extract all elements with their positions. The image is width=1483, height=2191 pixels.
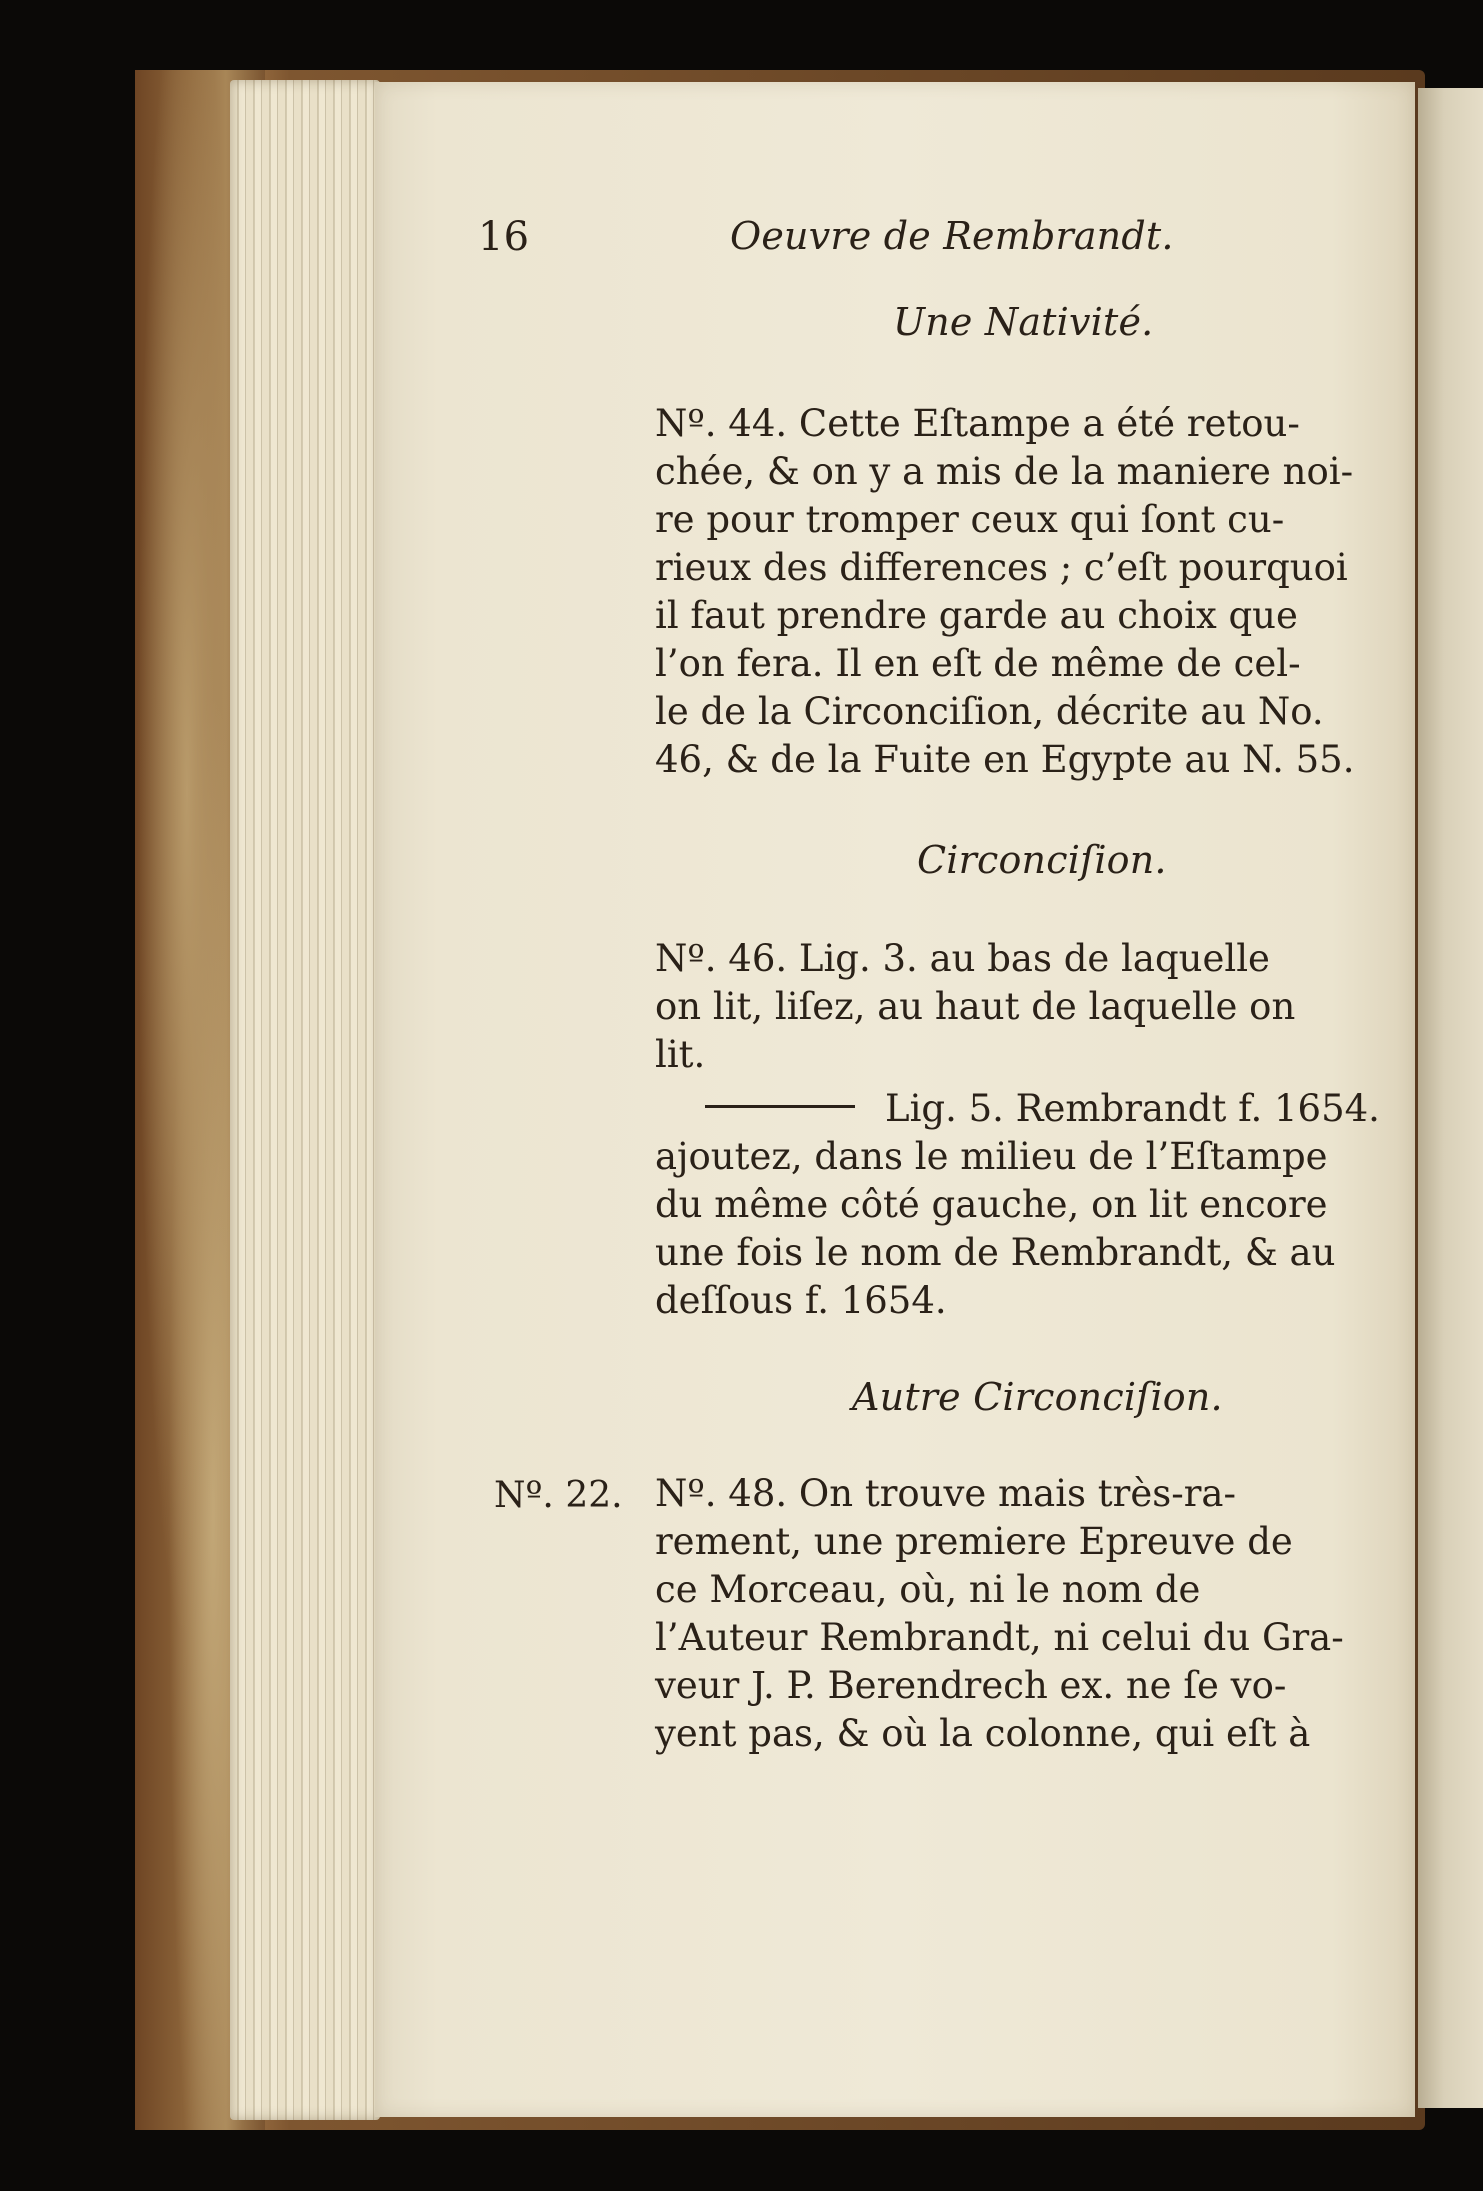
text-line: chée, & on y a mis de la maniere noi- — [655, 450, 1354, 493]
text-line: Nº. 46. Lig. 3. au bas de laquelle — [655, 937, 1270, 980]
page-number: 16 — [478, 214, 530, 260]
text-line: ce Morceau, où, ni le nom de — [655, 1568, 1201, 1611]
text-line: rement, une premiere Epreuve de — [655, 1520, 1293, 1563]
text-line: lit. — [655, 1033, 706, 1076]
running-title: Oeuvre de Rembrandt. — [730, 214, 1174, 258]
text-line: yent pas, & où la colonne, qui eſt à — [655, 1712, 1311, 1755]
paragraph-continuation — [655, 1085, 1397, 1325]
facing-page-edge — [1418, 88, 1483, 2108]
text-line: on lit, liſez, au haut de laquelle on — [655, 985, 1296, 1028]
page-edges — [230, 80, 380, 2120]
text-line: Nº. 48. On trouve mais très-ra- — [655, 1472, 1236, 1515]
text-line: l’on fera. Il en eſt de même de cel- — [655, 642, 1301, 685]
section-heading-nativite: Une Nativité. — [893, 300, 1154, 344]
text-line: deſſous f. 1654. — [655, 1279, 947, 1322]
text-line: Lig. 5. Rembrandt f. 1654. — [885, 1087, 1380, 1130]
text-line: veur J. P. Berendrech ex. ne ſe vo- — [655, 1664, 1287, 1707]
text-line: il faut prendre garde au choix que — [655, 594, 1298, 637]
text-line: le de la Circonciſion, décrite au No. — [655, 690, 1324, 733]
text-line: re pour tromper ceux qui ſont cu- — [655, 498, 1285, 541]
section-heading-autre-circoncision: Autre Circonciſion. — [852, 1375, 1223, 1419]
text-line: l’Auteur Rembrandt, ni celui du Gra- — [655, 1616, 1344, 1659]
text-line: ajoutez, dans le milieu de l’Eſtampe — [655, 1135, 1328, 1178]
text-line: du même côté gauche, on lit encore — [655, 1183, 1328, 1226]
text-line: 46, & de la Fuite en Egypte au N. 55. — [655, 738, 1355, 781]
section-heading-circoncision: Circonciſion. — [917, 838, 1167, 882]
paragraph-no-48 — [655, 1470, 1397, 1758]
text-line: une fois le nom de Rembrandt, & au — [655, 1231, 1336, 1274]
paragraph-no-44 — [655, 400, 1397, 784]
margin-note: Nº. 22. — [494, 1475, 623, 1516]
paragraph-no-46 — [655, 935, 1397, 1079]
text-line: rieux des differences ; c’eſt pourquoi — [655, 546, 1348, 589]
text-line: Nº. 44. Cette Eſtampe a été retou- — [655, 402, 1300, 445]
